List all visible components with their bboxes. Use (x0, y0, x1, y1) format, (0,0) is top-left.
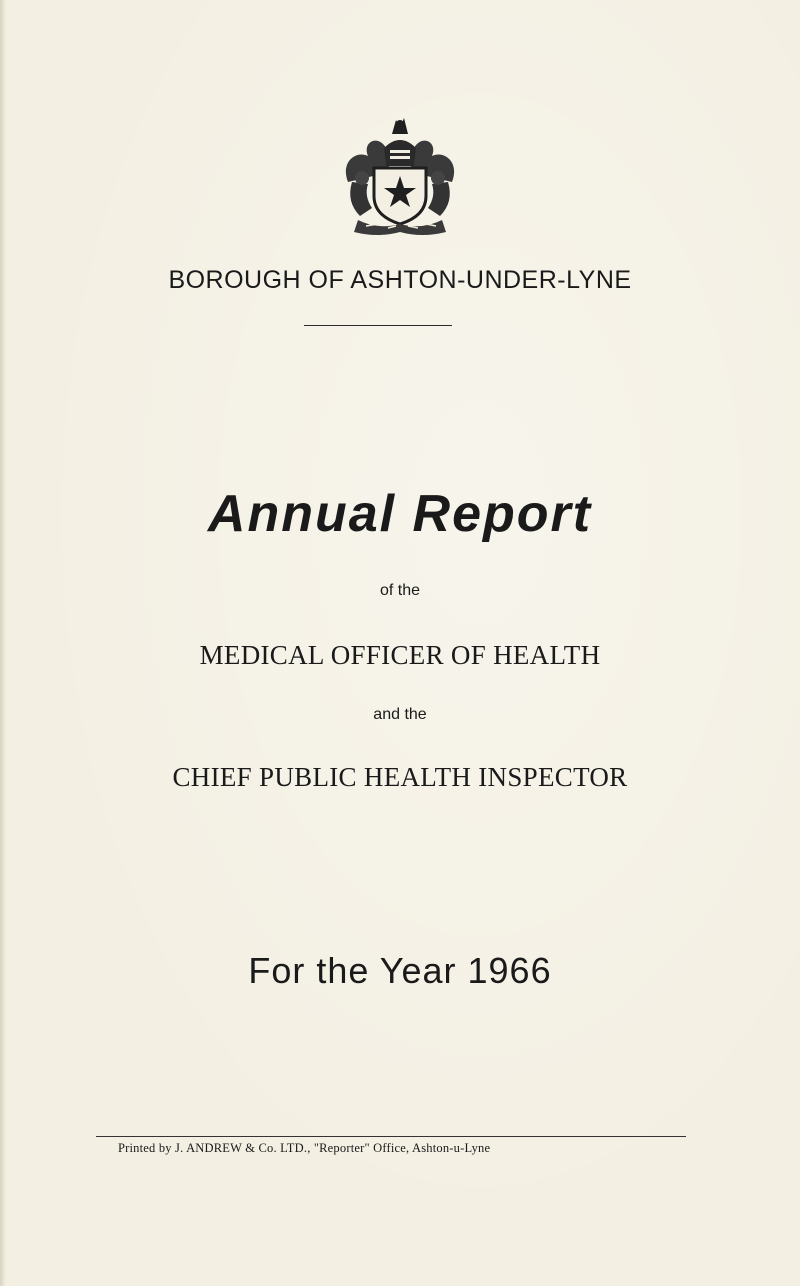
officer-medical: MEDICAL OFFICER OF HEALTH (199, 640, 601, 670)
officer-inspector: CHIEF PUBLIC HEALTH INSPECTOR (172, 762, 628, 792)
report-title: Annual Report (207, 485, 593, 543)
borough-coat-of-arms-icon (338, 112, 462, 238)
borough-title: BOROUGH OF ASHTON-UNDER-LYNE (168, 266, 632, 294)
connector-of-the: of the (379, 582, 421, 599)
footer-divider (96, 1136, 686, 1137)
connector-and-the: and the (373, 706, 427, 723)
printer-imprint: Printed by J. ANDREW & Co. LTD., "Reporter" Office, Ashton-u-Lyne (118, 1141, 491, 1155)
report-year: For the Year 1966 (248, 950, 552, 991)
title-divider (304, 325, 452, 326)
